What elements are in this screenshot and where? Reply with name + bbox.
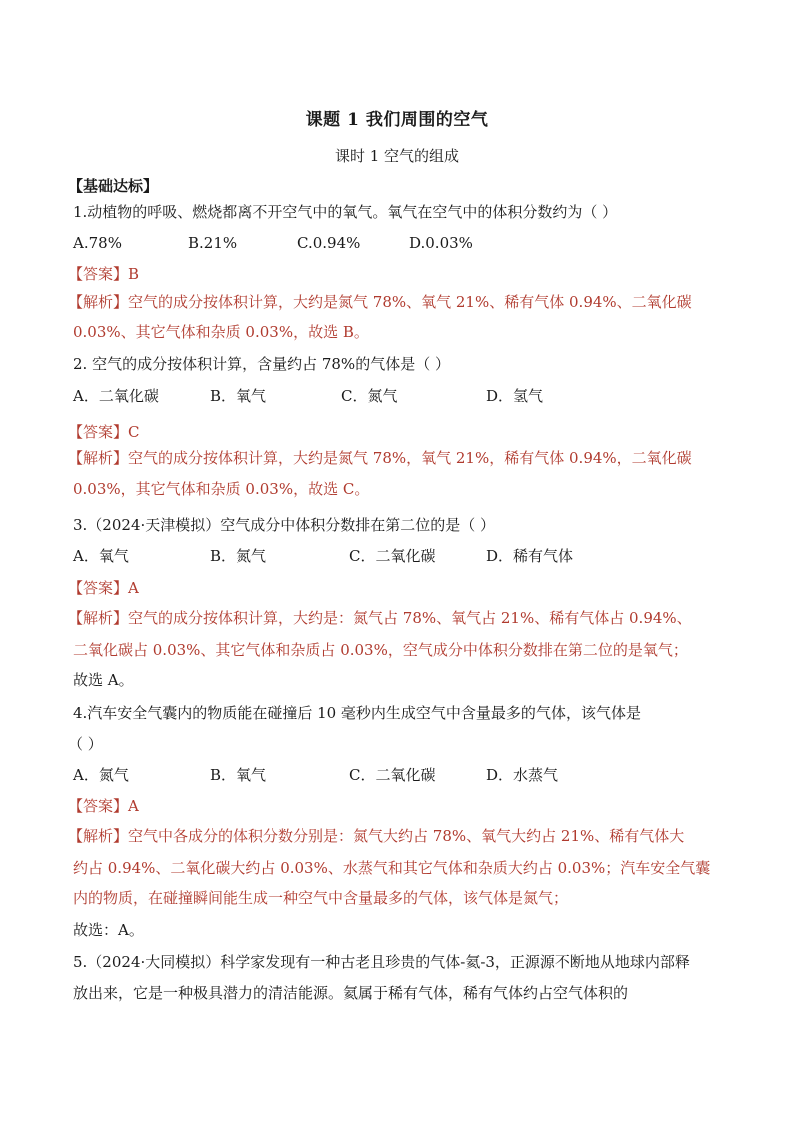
answer-label: 【答案】 [68,579,129,597]
analysis-label: 【解析】 [68,449,129,467]
q1-option-d: D.0.03% [409,234,473,252]
q3-option-d: D．稀有气体 [486,547,574,565]
section-heading: 【基础达标】 [68,177,159,195]
answer-label: 【答案】 [68,423,129,441]
answer-value: C [128,423,140,441]
question-2-analysis-line-1 [68,448,692,468]
q4-option-a: A．氮气 [73,766,129,784]
question-4-analysis-line-3: 内的物质，在碰撞瞬间能生成一种空气中含量最多的气体，该气体是氮气； [73,889,569,907]
question-5-text: 5.（2024·大同模拟）科学家发现有一种古老且珍贵的气体-氦-3，正源源不断地从地球内部释 [73,953,690,971]
answer-value: A [128,579,139,597]
question-3-analysis-line-1 [68,608,692,628]
q4-option-d: D．水蒸气 [486,766,559,784]
q1-option-b: B.21% [188,234,238,252]
q3-option-b: B．氮气 [210,547,267,565]
question-1-analysis-line-1 [68,292,692,312]
analysis-text: 空气的成分按体积计算，大约是氮气 78%，氧气 21%，稀有气体 0.94%，二氧化碳 [128,449,692,467]
question-4-blank: （ ） [68,735,103,753]
lesson-subtitle: 课时 1 空气的组成 [334,147,460,165]
analysis-text: 空气的成分按体积计算，大约是：氮气占 78%、氧气占 21%、稀有气体占 0.94%、 [128,609,692,627]
q3-option-a: A．氧气 [73,547,129,565]
question-5-text-line-2: 放出来，它是一种极具潜力的清洁能源。氦属于稀有气体，稀有气体约占空气体积的 [73,984,629,1002]
question-3-analysis-line-2: 二氧化碳占 0.03%、其它气体和杂质占 0.03%，空气成分中体积分数排在第二位的是氧气； [73,641,688,659]
question-1-answer [68,264,139,284]
q2-option-b: B．氧气 [210,387,267,405]
answer-value: A [128,797,139,815]
question-2-answer [68,422,140,442]
analysis-text: 空气中各成分的体积分数分别是：氮气大约占 78%、氧气大约占 21%、稀有气体大 [128,827,685,845]
question-2-analysis-line-2: 0.03%，其它气体和杂质 0.03%，故选 C。 [73,480,370,498]
question-1-text: 1.动植物的呼吸、燃烧都离不开空气中的氧气。氧气在空气中的体积分数约为（ ） [73,203,618,221]
question-2-text: 2. 空气的成分按体积计算，含量约占 78%的气体是（ ） [73,355,450,373]
analysis-text: 空气的成分按体积计算，大约是氮气 78%、氧气 21%、稀有气体 0.94%、二氧化碳 [128,293,692,311]
question-4-answer [68,796,139,816]
question-4-analysis-line-1 [68,826,684,846]
answer-label: 【答案】 [68,265,129,283]
analysis-label: 【解析】 [68,293,129,311]
question-4-analysis-line-4: 故选：A。 [73,921,144,939]
question-4-analysis-line-2: 约占 0.94%、二氧化碳大约占 0.03%、水蒸气和其它气体和杂质大约占 0.03%；汽车安全气囊 [73,859,711,877]
q4-option-b: B．氧气 [210,766,267,784]
q1-option-c: C.0.94% [297,234,361,252]
question-1-analysis-line-2: 0.03%、其它气体和杂质 0.03%，故选 B。 [73,323,369,341]
analysis-label: 【解析】 [68,827,129,845]
answer-value: B [128,265,140,283]
question-3-text: 3.（2024·天津模拟）空气成分中体积分数排在第二位的是（ ） [73,516,496,534]
q1-option-a: A.78% [73,234,122,252]
question-4-text: 4.汽车安全气囊内的物质能在碰撞后 10 毫秒内生成空气中含量最多的气体，该气体是 [73,704,641,722]
question-3-analysis-line-3: 故选 A。 [73,671,134,689]
analysis-label: 【解析】 [68,609,129,627]
q4-option-c: C．二氧化碳 [349,766,436,784]
q2-option-c: C．氮气 [341,387,398,405]
q3-option-c: C．二氧化碳 [349,547,436,565]
q2-option-a: A．二氧化碳 [73,387,159,405]
answer-label: 【答案】 [68,797,129,815]
q2-option-d: D．氢气 [486,387,544,405]
lesson-title: 课题 1 我们周围的空气 [305,110,489,130]
question-3-answer [68,578,139,598]
